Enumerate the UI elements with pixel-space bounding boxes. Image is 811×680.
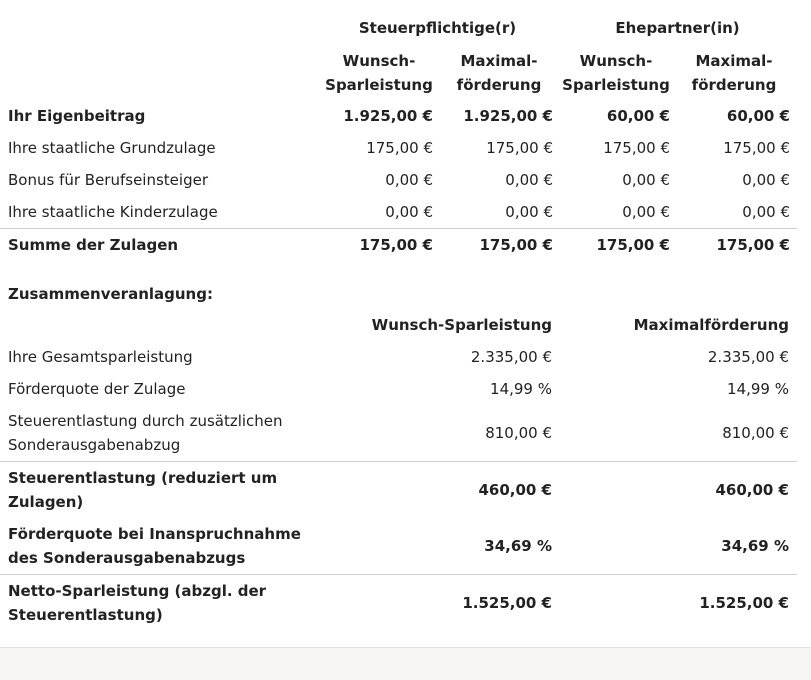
row-value: 175,00 € [723,139,790,157]
row-value: 1.925,00 € [463,107,553,125]
row-value: 34,69 % [484,537,552,555]
sub-header-4-line-2: förderung [691,76,777,94]
row-label-foerderquote: Förderquote der Zulage [8,380,186,398]
row-value: 0,00 € [742,171,790,189]
row-value: 1.525,00 € [699,594,789,612]
sub-header-2-line-1: Maximal- [460,52,538,70]
label-line-1: Steuerentlastung (reduziert um [8,469,278,487]
row-label-kinderzulage: Ihre staatliche Kinderzulage [8,203,218,221]
col-header-maximal: Maximalförderung [633,316,789,334]
group-header-taxpayer: Steuerpflichtige(r) [358,19,517,37]
sub-header-2 [445,49,553,97]
row-value: 460,00 € [478,481,552,499]
row-value: 0,00 € [505,171,553,189]
row-value: 2.335,00 € [470,348,552,366]
sub-header-4 [680,49,788,97]
divider [0,574,797,575]
row-value: 810,00 € [485,424,552,442]
sub-header-3-line-2: Sparleistung [562,76,670,94]
row-value: 0,00 € [385,203,433,221]
sub-header-1-line-1: Wunsch- [342,52,416,70]
row-value: 0,00 € [622,171,670,189]
row-value: 175,00 € [603,139,670,157]
total-value: 175,00 € [359,236,433,254]
row-label-eigenbeitrag: Ihr Eigenbeitrag [8,107,146,125]
divider [0,228,797,229]
row-label-grundzulage: Ihre staatliche Grundzulage [8,139,216,157]
row-value: 0,00 € [742,203,790,221]
total-label: Summe der Zulagen [8,236,179,254]
label-line-1: Steuerentlastung durch zusätzlichen [8,412,283,430]
row-label-steuerentlastung-zusaetzlich [8,409,283,457]
sub-header-2-line-2: förderung [456,76,542,94]
row-value: 175,00 € [486,139,553,157]
total-value: 175,00 € [596,236,670,254]
label-line-2: Zulagen) [8,493,84,511]
sub-header-4-line-1: Maximal- [695,52,773,70]
row-label-berufseinsteiger: Bonus für Berufseinsteiger [8,171,208,189]
row-value: 14,99 % [490,380,552,398]
row-value: 60,00 € [606,107,670,125]
label-line-2: des Sonderausgabenabzugs [8,549,246,567]
label-line-2: Sonderausgabenabzug [8,436,181,454]
row-label-steuerentlastung-reduziert [8,466,277,514]
section-heading: Zusammenveranlagung: [8,285,213,303]
row-value: 810,00 € [722,424,789,442]
divider [0,461,797,462]
total-value: 175,00 € [716,236,790,254]
sub-header-1-line-2: Sparleistung [325,76,433,94]
row-value: 460,00 € [715,481,789,499]
row-value: 0,00 € [505,203,553,221]
row-label-gesamtsparleistung: Ihre Gesamtsparleistung [8,348,193,366]
label-line-2: Steuerentlastung) [8,606,163,624]
row-value: 1.925,00 € [343,107,433,125]
row-label-foerderquote-sonderausgaben [8,522,301,570]
row-value: 60,00 € [726,107,790,125]
sub-header-3-line-1: Wunsch- [579,52,653,70]
sub-header-1 [325,49,433,97]
row-value: 34,69 % [721,537,789,555]
total-value: 175,00 € [479,236,553,254]
row-value: 0,00 € [385,171,433,189]
group-header-spouse: Ehepartner(in) [615,19,740,37]
row-value: 0,00 € [622,203,670,221]
col-header-wunsch: Wunsch-Sparleistung [371,316,552,334]
row-value: 14,99 % [727,380,789,398]
page-footer-band [0,647,811,680]
row-value: 1.525,00 € [462,594,552,612]
label-line-1: Netto-Sparleistung (abzgl. der [8,582,267,600]
row-value: 2.335,00 € [707,348,789,366]
label-line-1: Förderquote bei Inanspruchnahme [8,525,301,543]
row-value: 175,00 € [366,139,433,157]
row-label-netto-sparleistung [8,579,266,627]
sub-header-3 [562,49,670,97]
